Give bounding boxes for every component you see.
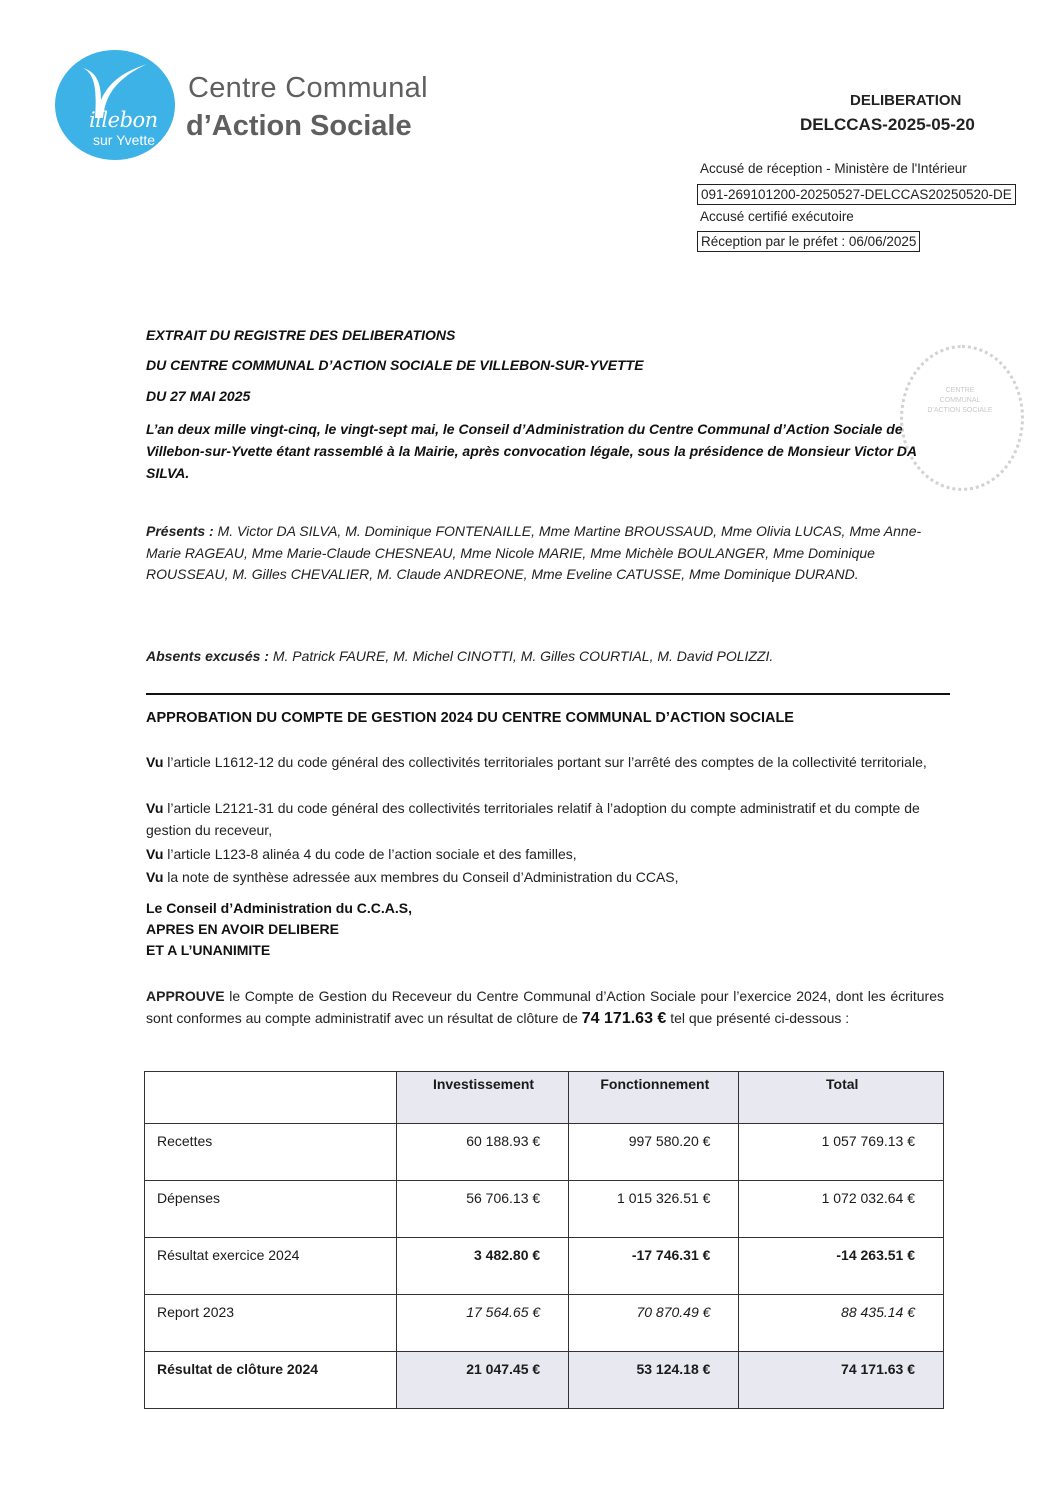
absents-label: Absents excusés :	[146, 648, 269, 664]
vu-item	[146, 843, 956, 865]
table-header-empty	[145, 1072, 397, 1124]
cell-total: -14 263.51 €	[739, 1238, 944, 1295]
vu-text: l’article L2121-31 du code général des collectivités territoriales relatif à l’adoption du compte administratif et du compte de gestion du receveur,	[146, 800, 920, 838]
registre-date: DU 27 MAI 2025	[146, 388, 251, 404]
accounts-table	[144, 1071, 944, 1409]
cell-fonctionnement: 70 870.49 €	[569, 1295, 739, 1352]
vu-text: l’article L123-8 alinéa 4 du code de l’action sociale et des familles,	[163, 846, 577, 862]
council-line3: ET A L’UNANIMITE	[146, 942, 271, 958]
logo-town-subtitle: sur Yvette	[93, 132, 156, 148]
cell-investissement: 56 706.13 €	[396, 1181, 568, 1238]
approval-paragraph	[146, 985, 944, 1030]
council-decision-block	[146, 898, 412, 961]
vu-item	[146, 797, 956, 841]
presents-label: Présents :	[146, 523, 214, 539]
table-row	[145, 1238, 944, 1295]
table-row	[145, 1352, 944, 1409]
vu-label: Vu	[146, 754, 164, 770]
vu-item	[146, 751, 956, 773]
cell-total: 1 072 032.64 €	[739, 1181, 944, 1238]
cell-investissement: 60 188.93 €	[396, 1124, 568, 1181]
organization-name-line2: d’Action Sociale	[186, 110, 412, 142]
acknowledgement-identifier: 091-269101200-20250527-DELCCAS20250520-DE	[697, 184, 1016, 205]
table-header-row	[145, 1072, 944, 1124]
vu-text: l’article L1612-12 du code général des collectivités territoriales portant sur l’arrêté des comptes de la collectivité territoriale,	[163, 754, 927, 770]
council-line1: Le Conseil d’Administration du C.C.A.S,	[146, 900, 413, 916]
acknowledgement-label: Accusé de réception - Ministère de l'Intérieur	[700, 161, 967, 176]
vu-label: Vu	[146, 846, 164, 862]
row-label: Recettes	[145, 1124, 397, 1181]
cell-fonctionnement: 997 580.20 €	[569, 1124, 739, 1181]
cell-investissement: 21 047.45 €	[396, 1352, 568, 1409]
cell-investissement: 17 564.65 €	[396, 1295, 568, 1352]
registre-title-line1: EXTRAIT DU REGISTRE DES DELIBERATIONS	[146, 327, 456, 343]
cell-total: 74 171.63 €	[739, 1352, 944, 1409]
approve-text-end: tel que présenté ci-dessous :	[666, 1010, 850, 1026]
stamp-text: CENTRE COMMUNAL D'ACTION SOCIALE	[927, 387, 993, 414]
organization-name-line1: Centre Communal	[188, 72, 428, 104]
council-line2: APRES EN AVOIR DELIBERE	[146, 921, 339, 937]
cell-total: 1 057 769.13 €	[739, 1124, 944, 1181]
section-divider	[146, 693, 950, 695]
vu-item	[146, 866, 956, 888]
table-header-fonctionnement: Fonctionnement	[569, 1072, 739, 1124]
cell-total: 88 435.14 €	[739, 1295, 944, 1352]
preamble-paragraph: L’an deux mille vingt-cinq, le vingt-sept mai, le Conseil d’Administration du Centre Communal d’Action Sociale de Villebon-sur-Yvette étant rassemblé à la Mairie, après convocation légale, sous la présidence de Monsieur Victor DA SILVA.	[146, 421, 917, 481]
villebon-logo	[55, 50, 175, 160]
vu-label: Vu	[146, 869, 164, 885]
absents-paragraph	[146, 648, 946, 664]
row-label: Résultat de clôture 2024	[145, 1352, 397, 1409]
table-header-investissement: Investissement	[396, 1072, 568, 1124]
table-row	[145, 1181, 944, 1238]
table-row	[145, 1124, 944, 1181]
cell-fonctionnement: -17 746.31 €	[569, 1238, 739, 1295]
approve-label: APPROUVE	[146, 988, 225, 1004]
registre-title-line2: DU CENTRE COMMUNAL D’ACTION SOCIALE DE VILLEBON-SUR-YVETTE	[146, 357, 644, 373]
row-label: Report 2023	[145, 1295, 397, 1352]
vu-label: Vu	[146, 800, 164, 816]
acknowledgement-certified: Accusé certifié exécutoire	[700, 209, 854, 224]
logo-town-name: illebon	[89, 108, 158, 132]
deliberation-title: DELIBERATION	[850, 92, 962, 109]
vu-text: la note de synthèse adressée aux membres du Conseil d’Administration du CCAS,	[163, 869, 679, 885]
section-title: APPROBATION DU COMPTE DE GESTION 2024 DU CENTRE COMMUNAL D’ACTION SOCIALE	[146, 710, 794, 726]
prefect-reception-date: Réception par le préfet : 06/06/2025	[697, 231, 920, 252]
table-row	[145, 1295, 944, 1352]
cell-fonctionnement: 53 124.18 €	[569, 1352, 739, 1409]
presents-paragraph	[146, 521, 946, 586]
row-label: Dépenses	[145, 1181, 397, 1238]
approve-text: le Compte de Gestion du Receveur du Centre Communal d’Action Sociale pour l’exercice 2024, dont les écritures sont conformes au compte administratif avec un résultat de clôture de	[146, 988, 944, 1026]
cell-investissement: 3 482.80 €	[396, 1238, 568, 1295]
deliberation-reference: DELCCAS-2025-05-20	[800, 115, 975, 134]
absents-list: M. Patrick FAURE, M. Michel CINOTTI, M. Gilles COURTIAL, M. David POLIZZI.	[268, 648, 774, 664]
row-label: Résultat exercice 2024	[145, 1238, 397, 1295]
closing-result-amount: 74 171.63 €	[581, 1010, 667, 1027]
table-header-total: Total	[739, 1072, 944, 1124]
presents-list: M. Victor DA SILVA, M. Dominique FONTENAILLE, Mme Martine BROUSSAUD, Mme Olivia LUCAS, Mme Anne-Marie RAGEAU, Mme Marie-Claude CHESNEAU, Mme Nicole MARIE, Mme Michèle BOULANGER, Mme Dominique ROUSSEAU, M. Gilles CHEVALIER, M. Claude ANDREONE, Mme Eveline CATUSSE, Mme Dominique DURAND.	[146, 523, 922, 582]
cell-fonctionnement: 1 015 326.51 €	[569, 1181, 739, 1238]
